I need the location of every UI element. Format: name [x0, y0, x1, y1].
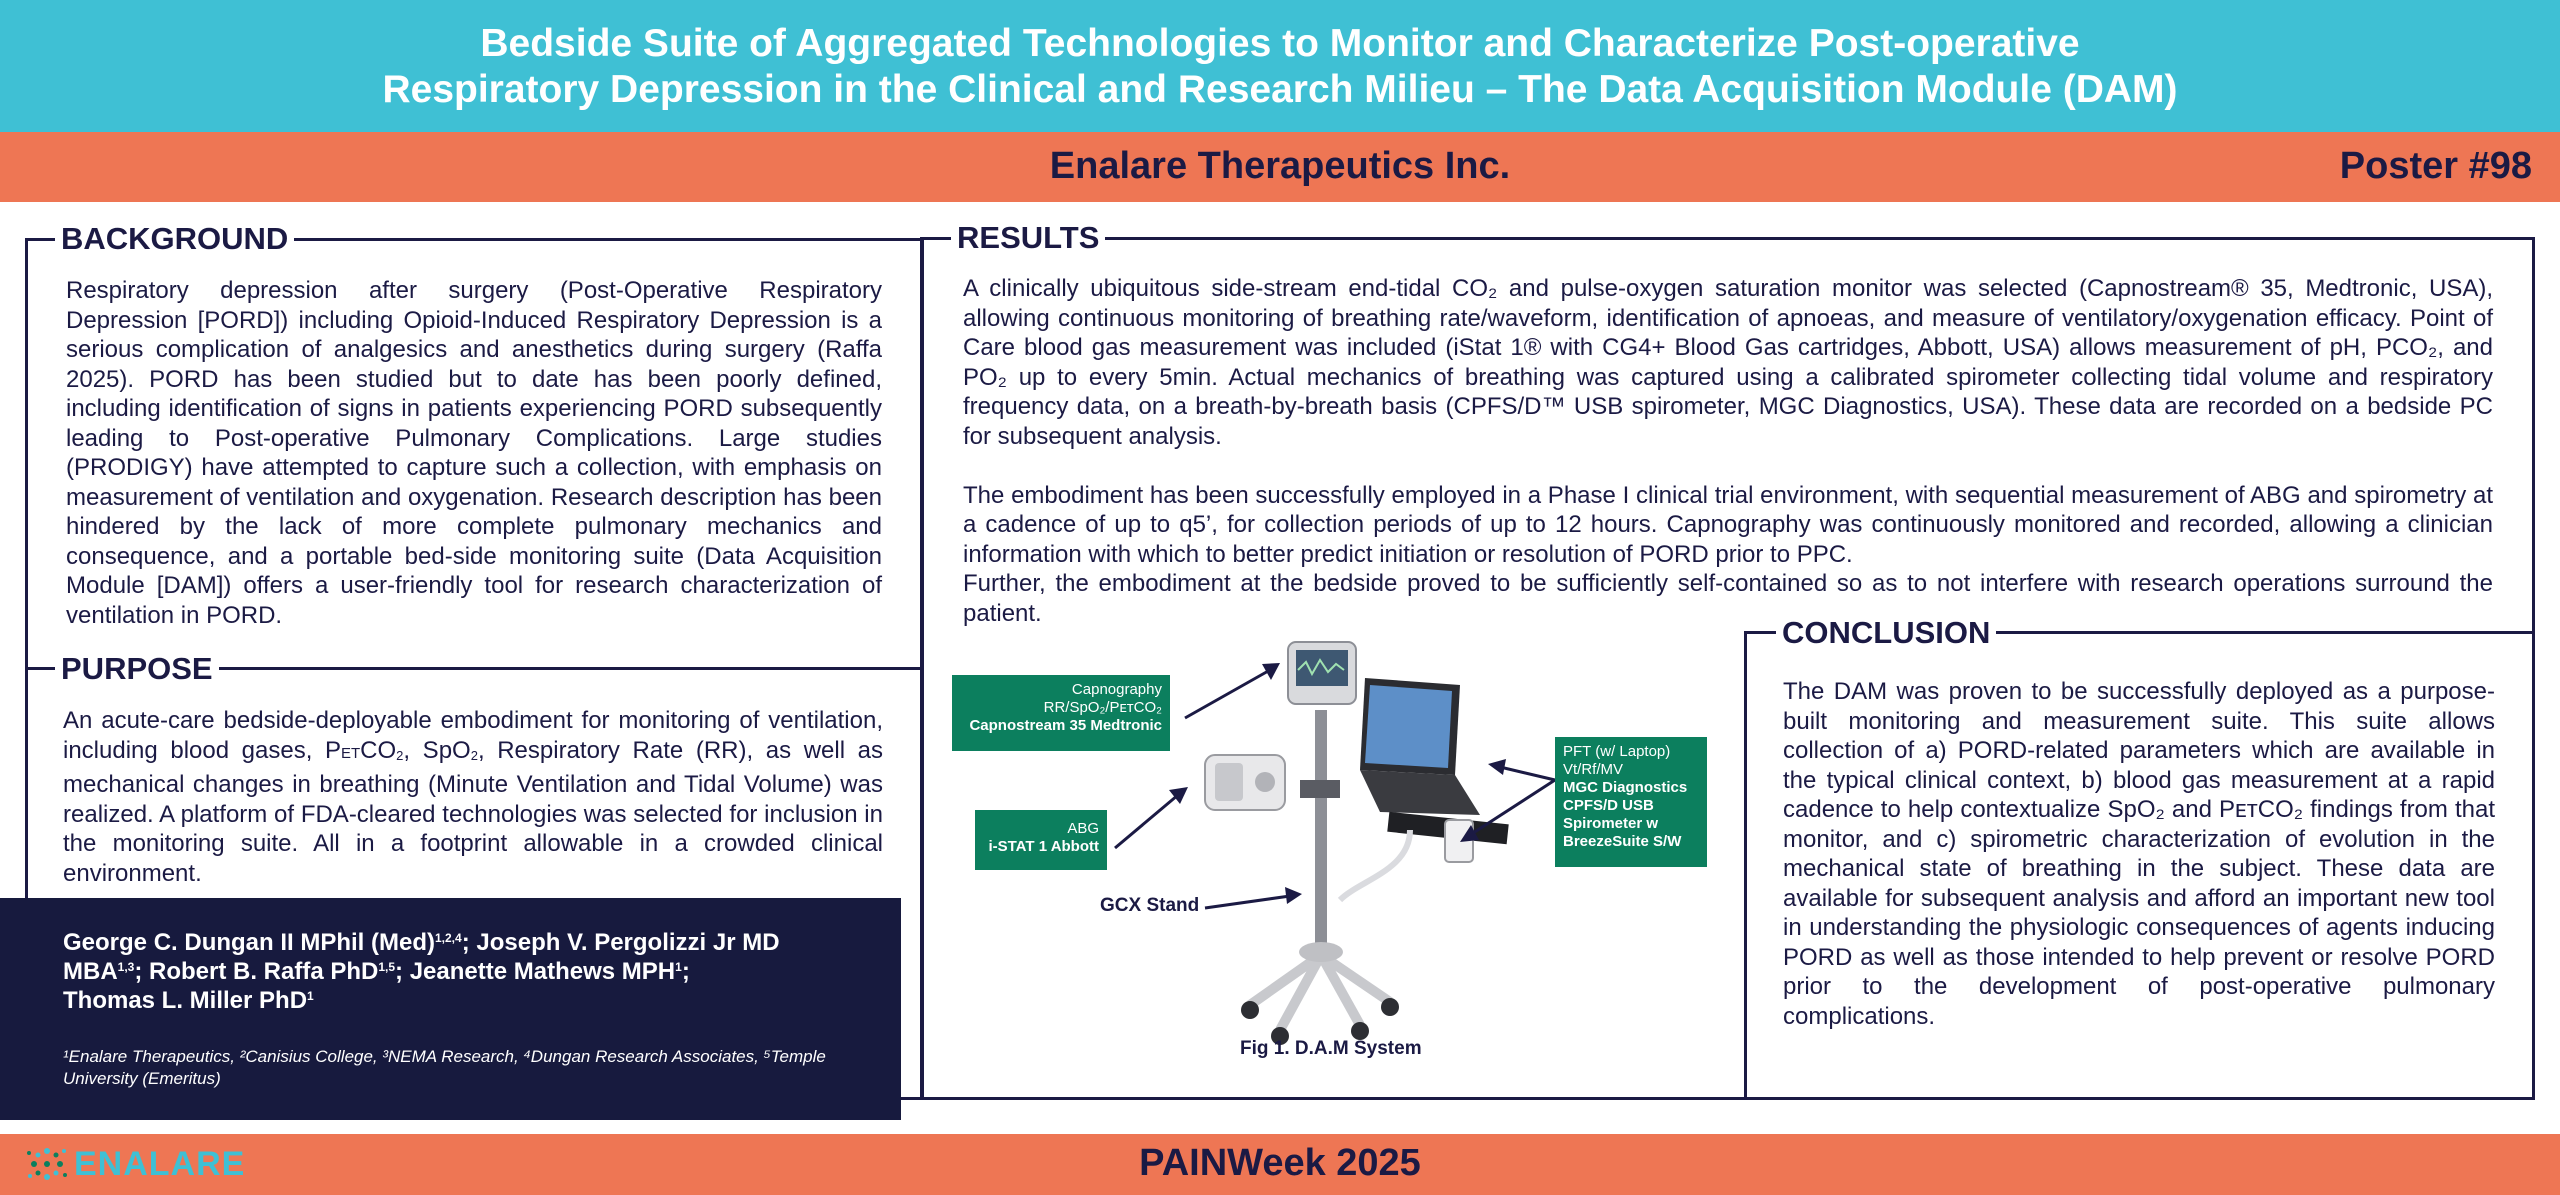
- enalare-logo: [24, 1141, 245, 1187]
- arrow-pft-lower: [1470, 780, 1555, 835]
- results-heading: RESULTS: [951, 220, 1105, 256]
- background-heading: BACKGROUND: [55, 221, 294, 257]
- conclusion-heading: CONCLUSION: [1776, 615, 1996, 651]
- arrow-stand: [1205, 896, 1290, 908]
- background-paragraph: Respiratory depression after surgery (Post-Operative Respiratory Depression [PORD]) including Opioid-Induced Respiratory Depression is a serious complication of analgesics and anesthetics during surgery (Raffa 2025). PORD has been studied but to date has been poorly defined, including identification of signs in patients experiencing PORD subsequently leading to Post-operative Pulmonary Complications. Large studies (PRODIGY) have attempted to capture such a collection, with emphasis on measurement of ventilation and oxygenation. Research description has been hindered by the lack of more complete pulmonary mechanics and consequence, and a portable bed-side monitoring suite (Data Acquisition Module [DAM]) offers a user-friendly tool for research characterization of ventilation in PORD.: [66, 277, 882, 629]
- enalare-logo-mark-icon: [24, 1141, 70, 1187]
- purpose-paragraph: An acute-care bedside-deployable embodiment for monitoring of ventilation, including blood gases, $PETCO_2$, SpO$_2$, Respiratory Rate (RR), as well as mechanical changes in breathing (Minute Ventilation and Tidal Volume) was realized. A platform of FDA-cleared technologies was selected for inclusion in the monitoring suite. All in a footprint allowable in a crowded clinical environment.: [63, 707, 883, 887]
- laptop: [1360, 678, 1509, 844]
- figure-caption: Fig 1. D.A.M System: [1240, 1038, 1422, 1059]
- results-text: [963, 274, 2493, 628]
- author-affiliations: ¹Enalare Therapeutics, ²Canisius College, ³NEMA Research, ⁴Dungan Research Associates, ⁵Temple University (Emeritus): [63, 1047, 826, 1088]
- arrow-capnography: [1185, 670, 1270, 718]
- poster-title-line2: Respiratory Depression in the Clinical and Research Milieu – The Data Acquisition Module (DAM): [382, 68, 2178, 111]
- gcx-stand-label: GCX Stand: [1100, 895, 1200, 916]
- conclusion-paragraph: The DAM was proven to be successfully deployed as a purpose-built monitoring and measurement suite. This suite allows collection of a) PORD-related parameters which are available in the typical clinical context, b) blood gas measurement at a rapid cadence to help contextualize SpO₂ and PᴇᴛCO₂ findings from that monitor, and c) spirometric characterization of evolution in the mechanical state of breathing in the subject. These data are available for subsequent analysis and afford an important new tool in understanding the physiologic consequences of agents inducing PORD as well as those intended to help prevent or resolve PORD prior to the development of post-operative pulmonary complications.: [1783, 678, 2495, 1030]
- stand-clamp: [1300, 780, 1340, 798]
- stand-pole: [1315, 710, 1327, 955]
- purpose-heading: PURPOSE: [55, 651, 219, 687]
- spirometer-tubing: [1340, 830, 1410, 900]
- results-paragraph-3: Further, the embodiment at the bedside proved to be sufficiently self-contained so as to not interfere with research operations surround the patient.: [963, 570, 2493, 627]
- footer-banner: [0, 1134, 2560, 1195]
- results-paragraph-2: The embodiment has been successfully employed in a Phase I clinical trial environment, with sequential measurement of ABG and spirometry at a cadence of up to q5’, for collection periods of up to 12 hours. Capnography was continuously monitored and recorded, allowing a clinician information with which to better predict initiation or resolution of PORD prior to PPC.: [963, 481, 2493, 568]
- arrow-pft-upper: [1500, 767, 1555, 780]
- organization-name: Enalare Therapeutics Inc.: [1049, 145, 1511, 187]
- author-box: [0, 898, 901, 1120]
- results-paragraph-1: A clinically ubiquitous side-stream end-tidal CO₂ and pulse-oxygen saturation monitor was selected (Capnostream® 35, Medtronic, USA), allowing continuous monitoring of breathing rate/waveform, identification of apnoeas, and measure of ventilatory/oxygenation efficacy. Point of Care blood gas measurement was included (iStat 1® with CG4+ Blood Gas cartridges, Abbott, USA) allows measurement of pH, PCO₂, and PO₂ up to every 5min. Actual mechanics of breathing was captured using a calibrated spirometer collecting tidal volume and respiratory frequency data, on a breath-by-breath basis (CPFS/D™ USB spirometer, MGC Diagnostics, USA). These data are recorded on a bedside PC for subsequent analysis.: [963, 275, 2493, 450]
- organization-banner: [0, 132, 2560, 202]
- background-text: [66, 276, 882, 630]
- purpose-text: [63, 706, 883, 888]
- abg-analyzer: [1205, 755, 1285, 810]
- abg-tag: ABG i-STAT 1 Abbott: [975, 810, 1107, 870]
- stand-base: [1241, 942, 1399, 1045]
- conference-name: PAINWeek 2025: [1139, 1142, 1421, 1184]
- poster-title-line1: Bedside Suite of Aggregated Technologies to Monitor and Characterize Post-operative: [480, 22, 2080, 65]
- author-list: George C. Dungan II MPhil (Med)$^{1,2,4}$; Joseph V. Pergolizzi Jr MD MBA$^{1,3}$; Robert B. Raffa PhD$^{1,5}$; Jeanette Mathews MPH$^1$; Thomas L. Miller PhD$^1$: [63, 929, 780, 1014]
- arrow-abg: [1115, 795, 1178, 848]
- capnostream-monitor: [1288, 642, 1356, 704]
- poster-number: Poster #98: [2339, 145, 2532, 187]
- title-banner: [0, 0, 2560, 132]
- capnography-tag: Capnography RR/SpO₂/PᴇᴛCO₂ Capnostream 35 Medtronic: [952, 675, 1170, 751]
- figure-dam-system: [940, 630, 1720, 1070]
- enalare-logo-text: ENALARE: [74, 1144, 246, 1183]
- conclusion-text: [1783, 677, 2495, 1031]
- pft-tag: PFT (w/ Laptop) Vt/Rf/MV MGC Diagnostics CPFS/D USB Spirometer w BreezeSuite S/W: [1555, 737, 1707, 867]
